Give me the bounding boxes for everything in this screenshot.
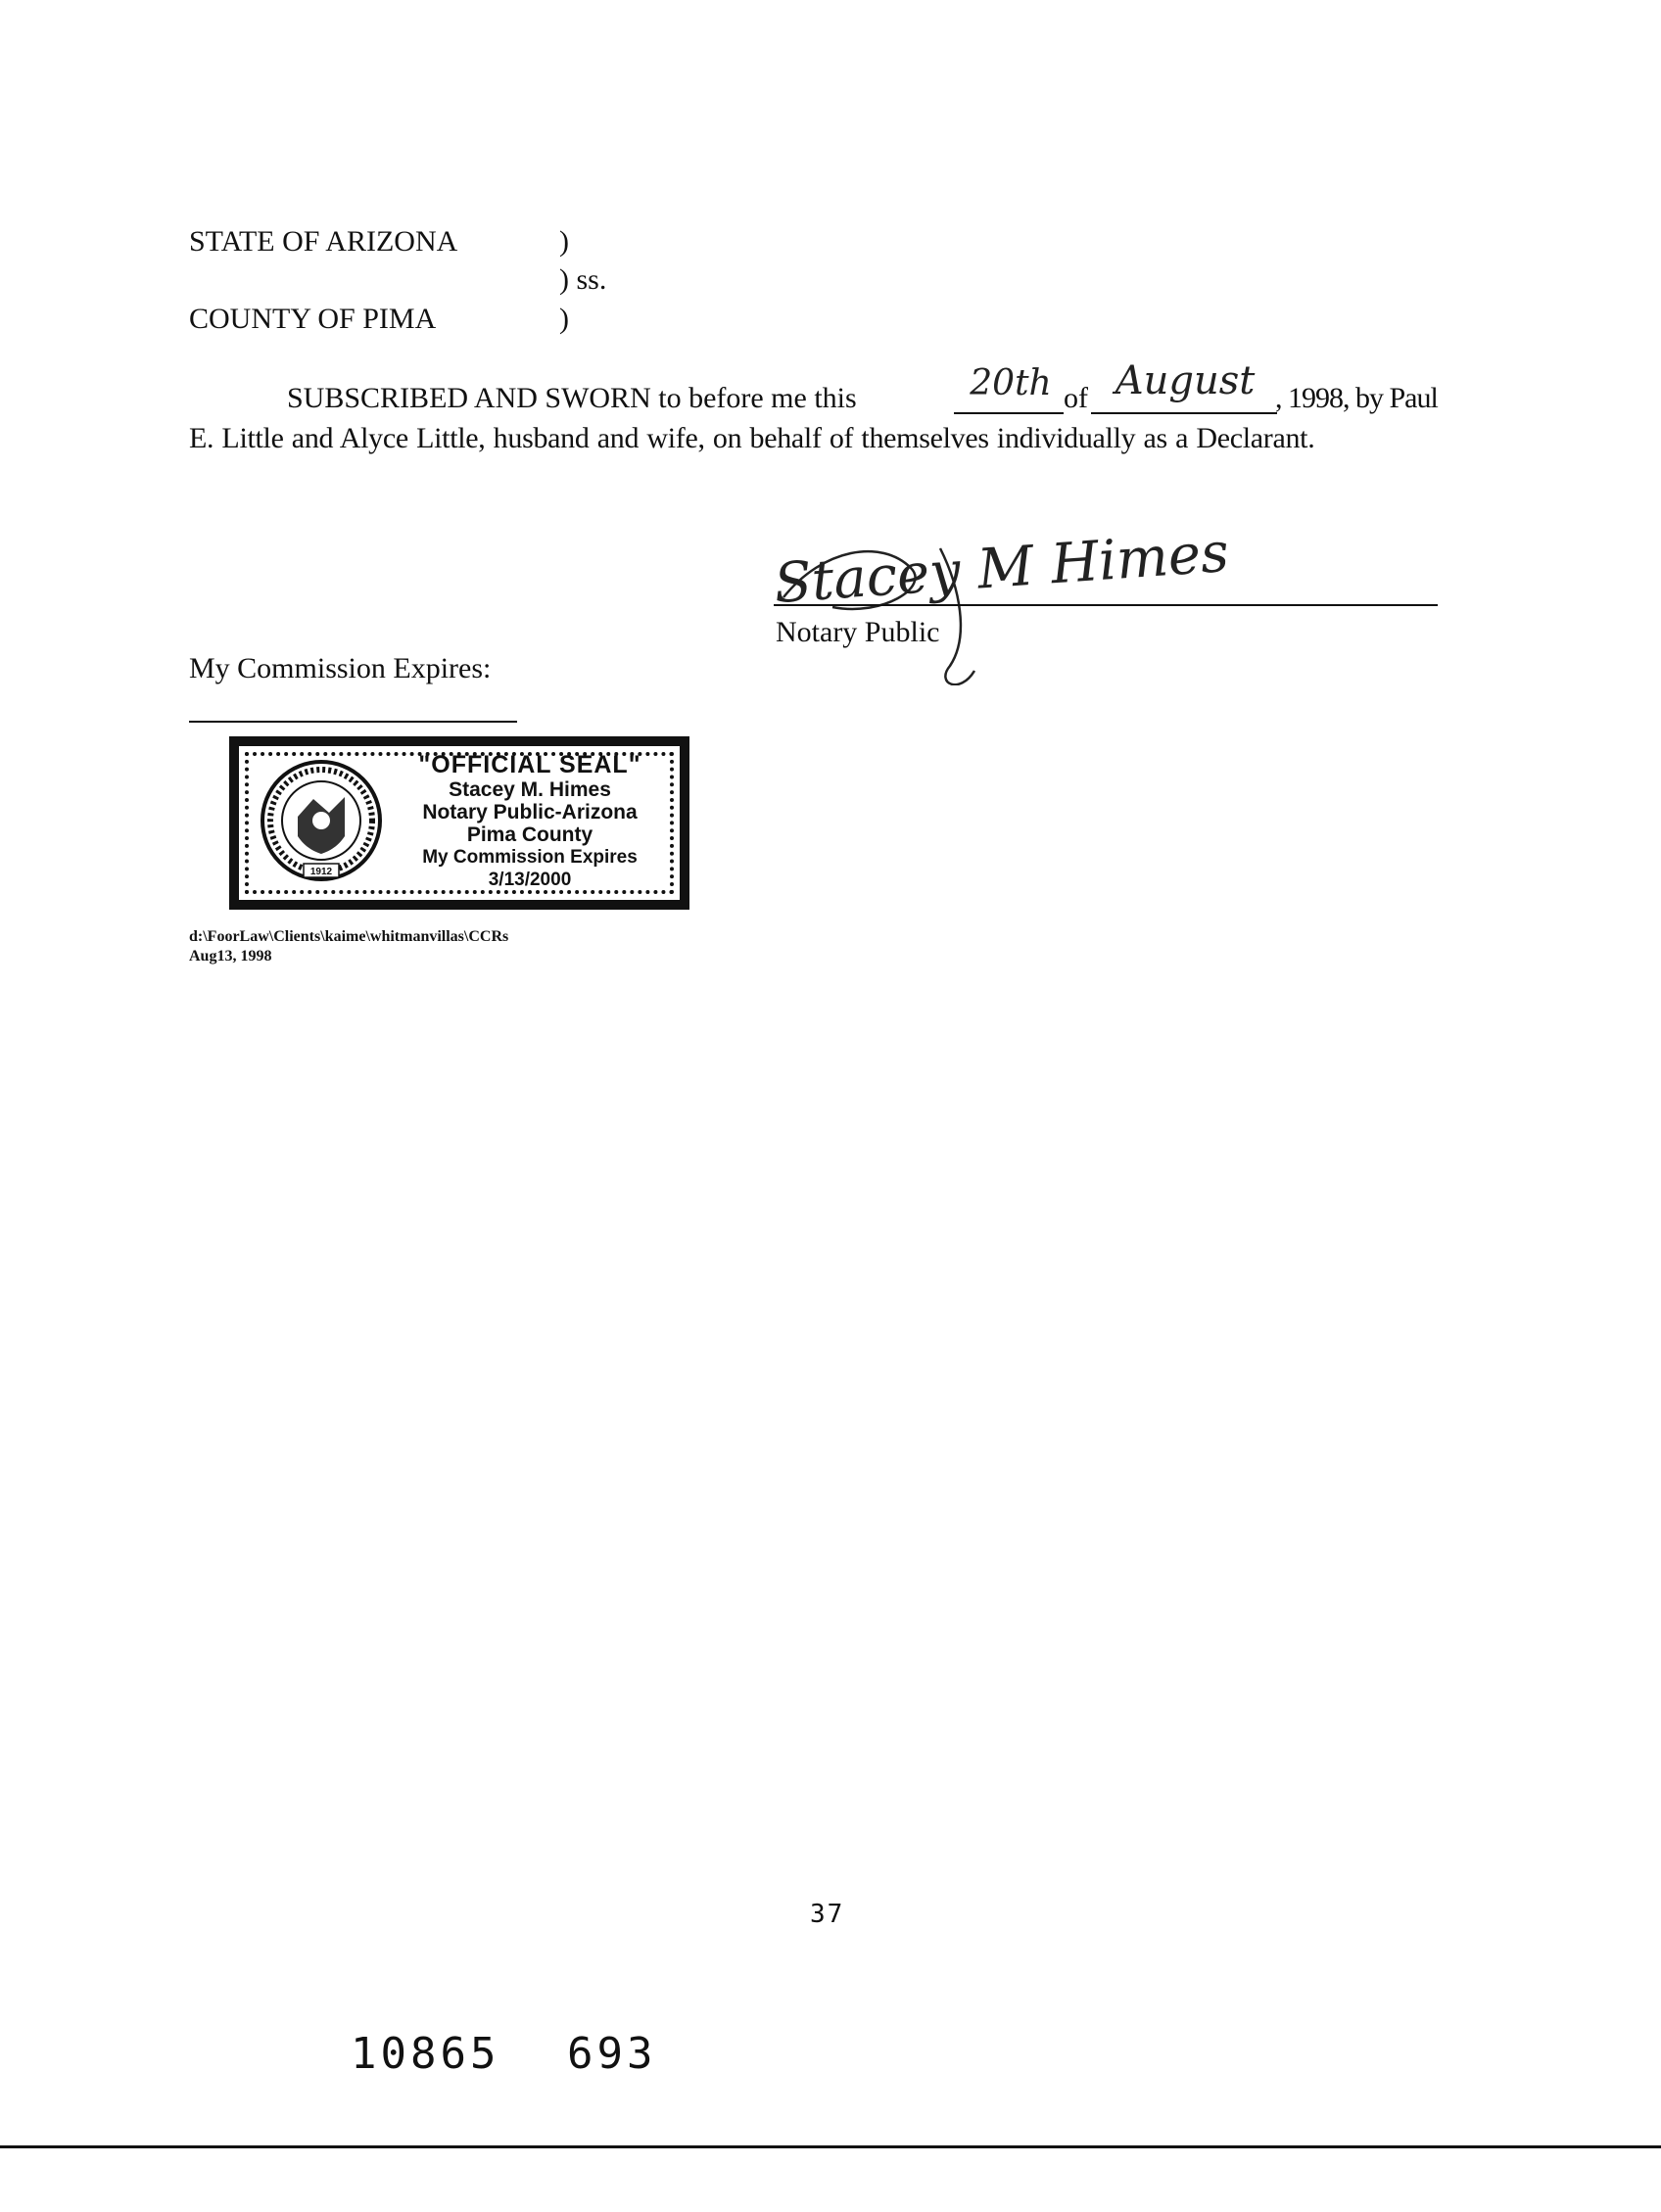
recording-page: 693 [567,2029,657,2079]
commission-blank-line [189,721,517,723]
recording-docket: 10865 [351,2029,500,2079]
jurat-line1-tail: , 1998, by Paul [1275,382,1438,414]
bottom-rule [0,2145,1661,2148]
official-seal-stamp [229,736,689,910]
venue-paren-ss: ) ss. [559,263,607,296]
jurat-line1-lead: SUBSCRIBED AND SWORN to before me this [287,382,857,414]
notary-signature-line [774,604,1438,606]
page-number: 37 [810,1900,845,1929]
notary-signature: Stacey M Himes [772,520,1231,617]
seal-office: Notary Public-Arizona [422,801,638,824]
jurat-of-word: of [1064,382,1088,414]
jurat-month-handwritten: August [1115,358,1256,403]
seal-title: "OFFICIAL SEAL" [418,751,641,778]
commission-label: My Commission Expires: [189,652,492,684]
signature-flourish [764,509,1273,685]
jurat-day-blank [954,412,1064,414]
venue-state: STATE OF ARIZONA [189,225,458,258]
file-path: d:\FoorLaw\Clients\kaime\whitmanvillas\CCRs [189,928,509,945]
seal-emblem-year: 1912 [309,867,333,877]
venue-paren-bottom: ) [559,303,569,335]
file-date: Aug13, 1998 [189,948,272,965]
arizona-seal-emblem [259,758,384,883]
venue-paren-top: ) [559,225,569,258]
seal-county: Pima County [466,824,593,846]
venue-county: COUNTY OF PIMA [189,303,437,335]
jurat-month-blank [1091,412,1277,414]
jurat-line2: E. Little and Alyce Little, husband and wife, on behalf of themselves individually as a Declarant. [189,422,1315,454]
jurat-day-handwritten: 20th [970,363,1052,403]
seal-notary-name: Stacey M. Himes [449,778,611,801]
seal-expiration: My Commission Expires 3/13/2000 [422,847,638,890]
seal-text-block [386,752,674,891]
notary-label: Notary Public [776,616,940,648]
